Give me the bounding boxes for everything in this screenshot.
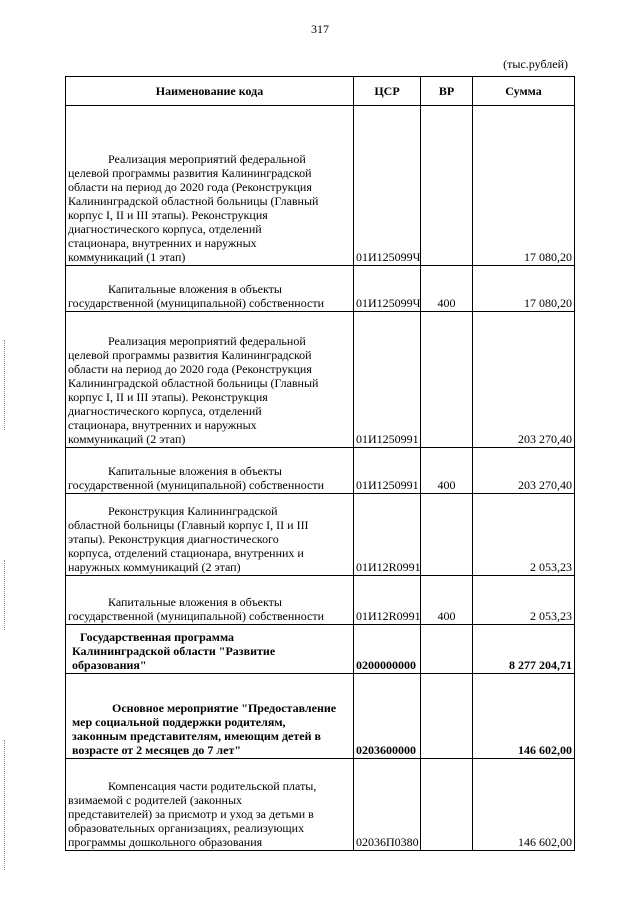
name-line: диагностического корпуса, отделений [68,222,262,236]
name-line: Калининградской области "Развитие [72,644,276,658]
name-line: коммуникаций (1 этап) [68,250,186,264]
name-line: Калининградской областной больницы (Главный [68,194,319,208]
name-line: стационара, внутренних и наружных [68,236,257,250]
name-line: государственной (муниципальной) собственности [68,296,325,310]
table-row [66,759,575,851]
name-line: области на период до 2020 года (Реконструкция [68,362,312,376]
name-line: представителей) за присмотр и уход за детьми в [68,807,314,821]
name-line: Реконструкция Калининградской [108,504,278,518]
row-name [66,448,354,494]
row-vr [421,625,473,674]
table-row [66,266,575,312]
name-line: областной больницы (Главный корпус I, II и III [68,518,309,532]
table-row [66,494,575,576]
row-name [66,312,354,448]
header-row [66,77,575,106]
name-line: целевой программы развития Калининградской [68,166,312,180]
row-vr [421,759,473,851]
table-row [66,448,575,494]
units-label: (тыс.рублей) [503,57,568,71]
name-line: Реализация мероприятий федеральной [108,152,306,166]
row-sum: 8 277 204,71 [473,625,575,674]
row-name [66,674,354,759]
name-line: взимаемой с родителей (законных [68,793,243,807]
header-vr: ВР [421,77,473,106]
header-sum: Сумма [473,77,575,106]
name-line: Основное мероприятие "Предоставление [112,701,337,715]
row-name [66,576,354,625]
name-line: мер социальной поддержки родителям, [72,715,286,729]
row-sum: 17 080,20 [473,106,575,266]
name-line: диагностического корпуса, отделений [68,404,262,418]
name-line: Капитальные вложения в объекты [108,282,282,296]
name-line: Калининградской областной больницы (Главный [68,376,319,390]
row-sum: 146 602,00 [473,674,575,759]
name-line: корпус I, II и III этапы). Реконструкция [68,208,268,222]
scan-edge-mark [4,560,6,630]
row-name [66,625,354,674]
name-line: Капитальные вложения в объекты [108,464,282,478]
name-line: государственной (муниципальной) собственности [68,478,325,492]
row-vr [421,312,473,448]
name-line: Государственная программа [80,630,235,644]
name-line: Капитальные вложения в объекты [108,595,282,609]
header-csr: ЦСР [354,77,421,106]
row-sum: 146 602,00 [473,759,575,851]
row-sum: 17 080,20 [473,266,575,312]
table-row [66,576,575,625]
row-csr: 01И125099Ч [354,266,421,312]
scan-edge-mark [4,740,6,870]
name-line: коммуникаций (2 этап) [68,432,186,446]
name-line: корпуса, отделений стационара, внутренних и [68,546,304,560]
row-vr [421,674,473,759]
row-csr: 0200000000 [354,625,421,674]
name-line: стационара, внутренних и наружных [68,418,257,432]
row-vr: 400 [421,448,473,494]
header-name: Наименование кода [66,77,354,106]
name-line: наружных коммуникаций (2 этап) [68,560,241,574]
scan-edge-mark [4,340,6,430]
row-vr: 400 [421,266,473,312]
row-name [66,266,354,312]
table-row [66,312,575,448]
row-vr [421,494,473,576]
name-line: возрасте от 2 месяцев до 7 лет" [72,743,242,757]
name-line: законным представителям, имеющим детей в [72,729,321,743]
row-sum: 203 270,40 [473,448,575,494]
row-sum: 203 270,40 [473,312,575,448]
table-row [66,674,575,759]
row-csr: 01И1250991 [354,448,421,494]
row-sum: 2 053,23 [473,576,575,625]
budget-table [65,76,575,851]
row-csr: 0203600000 [354,674,421,759]
table-row [66,106,575,266]
row-sum: 2 053,23 [473,494,575,576]
row-name [66,106,354,266]
row-name [66,494,354,576]
name-line: Компенсация части родительской платы, [108,779,317,793]
name-line: Реализация мероприятий федеральной [108,334,306,348]
row-vr: 400 [421,576,473,625]
name-line: образовательных организациях, реализующих [68,821,305,835]
name-line: корпус I, II и III этапы). Реконструкция [68,390,268,404]
row-name [66,759,354,851]
row-csr: 01И12R0991 [354,494,421,576]
row-vr [421,106,473,266]
name-line: образования" [72,658,147,672]
name-line: программы дошкольного образования [68,835,263,849]
row-csr: 01И1250991 [354,312,421,448]
name-line: целевой программы развития Калининградской [68,348,312,362]
row-csr: 01И12R0991 [354,576,421,625]
name-line: этапы). Реконструкция диагностического [68,532,279,546]
row-csr: 01И125099Ч [354,106,421,266]
table-row [66,625,575,674]
page-number: 317 [311,22,329,36]
name-line: государственной (муниципальной) собственности [68,609,325,623]
row-csr: 02036П0380 [354,759,421,851]
name-line: области на период до 2020 года (Реконструкция [68,180,312,194]
